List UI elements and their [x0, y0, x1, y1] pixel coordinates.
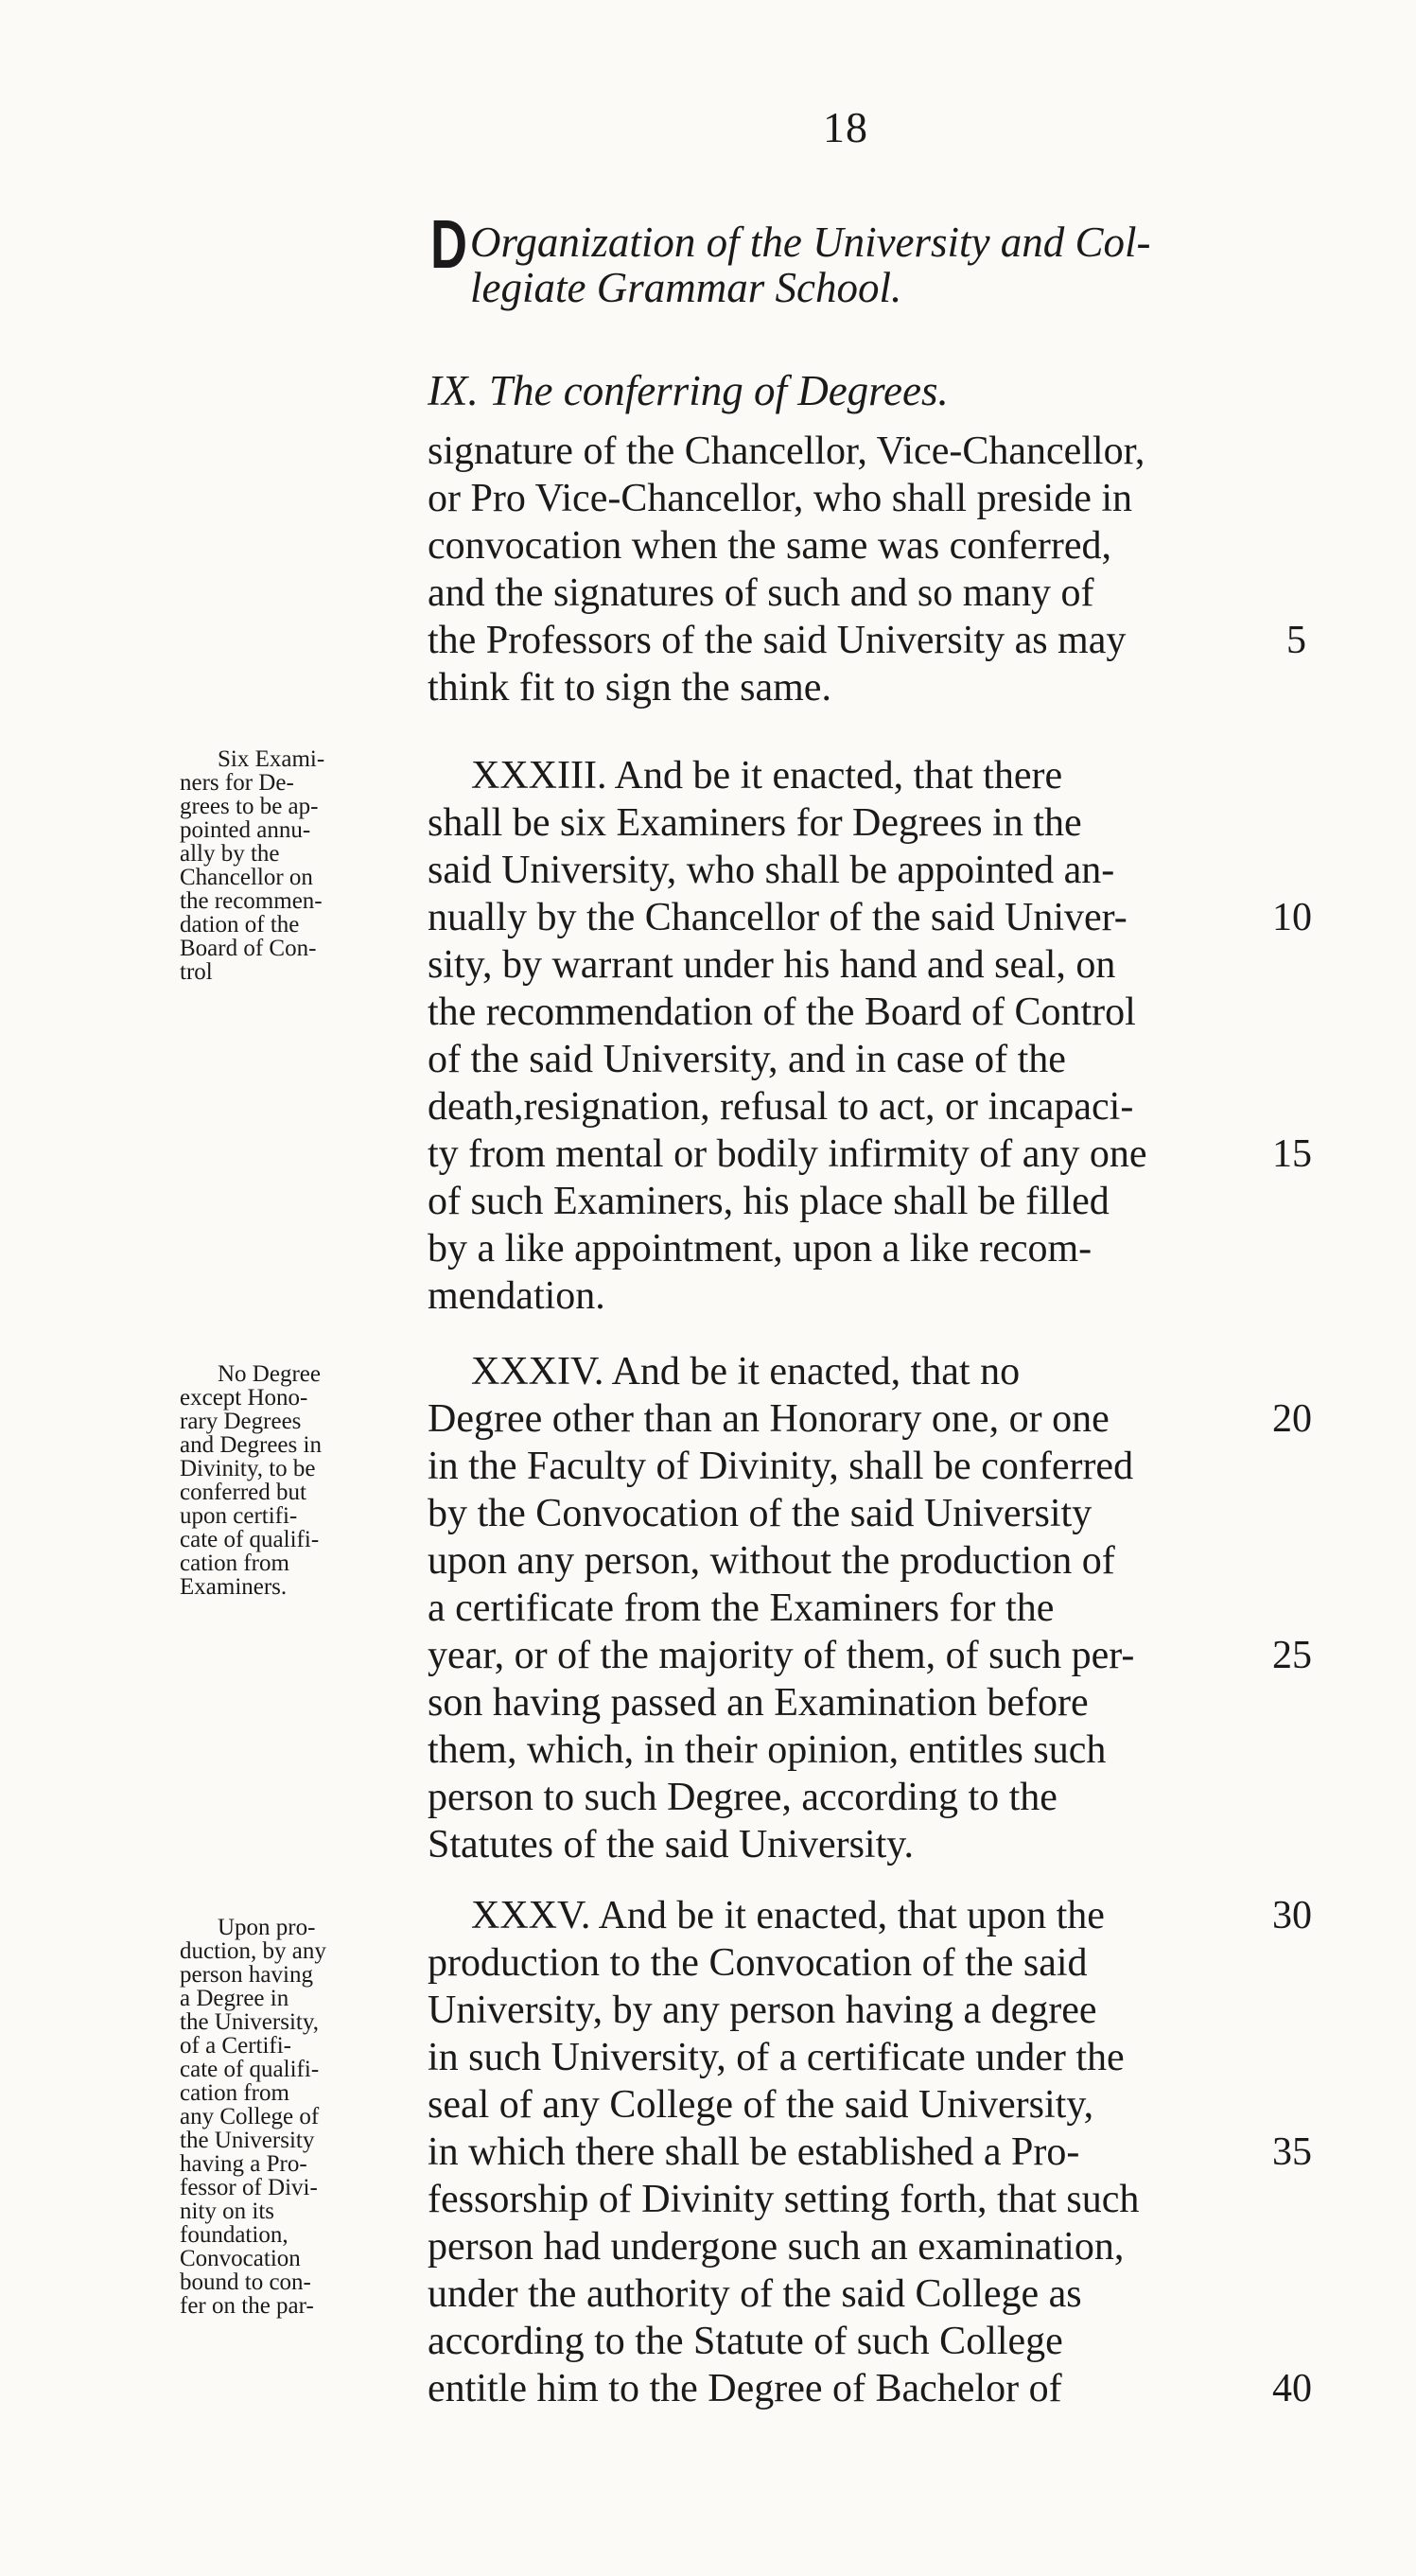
- margin-note-xxxiii: [180, 747, 393, 984]
- margin-note-line: the University: [180, 2128, 315, 2153]
- margin-note-line: the recommen-: [180, 888, 323, 914]
- text-line: said University, who shall be appointed an-: [428, 849, 1115, 892]
- text-line: by the Convocation of the said University: [428, 1492, 1093, 1535]
- margin-note-line: duction, by any: [180, 1938, 326, 1964]
- text-line: death,resignation, refusal to act, or incapaci-: [428, 1085, 1134, 1129]
- margin-note-line: Convocation: [180, 2246, 301, 2271]
- margin-note-xxxv: [180, 1916, 393, 2318]
- text-line: XXXIV. And be it enacted, that no: [471, 1350, 1021, 1393]
- line-number: 25: [1272, 1634, 1312, 1677]
- section-xxxiv-paragraph: [428, 1348, 1260, 1868]
- margin-note-line: cation from: [180, 2080, 289, 2106]
- text-line: son having passed an Examination before: [428, 1681, 1089, 1725]
- margin-note-line: pointed annu-: [180, 817, 311, 843]
- margin-note-line: cate of qualifi-: [180, 2057, 320, 2082]
- margin-note-line: nity on its: [180, 2199, 275, 2224]
- text-line: year, or of the majority of them, of such per-: [428, 1634, 1135, 1677]
- line-number: 20: [1272, 1397, 1312, 1441]
- text-line: according to the Statute of such College: [428, 2320, 1063, 2363]
- margin-note-line: except Hono-: [180, 1385, 308, 1411]
- text-line: the Professors of the said University as may: [428, 619, 1127, 662]
- text-line: Statutes of the said University.: [428, 1823, 915, 1866]
- page-number: 18: [823, 103, 868, 151]
- margin-note-line: any College of: [180, 2104, 320, 2129]
- margin-note-line: Six Exami-: [218, 746, 325, 772]
- text-line: of such Examiners, his place shall be filled: [428, 1180, 1110, 1223]
- line-number: 40: [1272, 2367, 1312, 2410]
- margin-note-line: cate of qualifi-: [180, 1527, 320, 1552]
- text-line: production to the Convocation of the said: [428, 1941, 1088, 1985]
- line-number: 10: [1272, 896, 1312, 939]
- section-xxxv-paragraph: [428, 1892, 1260, 2412]
- margin-note-line: Examiners.: [180, 1574, 288, 1600]
- text-line: University, by any person having a degree: [428, 1989, 1097, 2032]
- margin-note-line: Divinity, to be: [180, 1456, 316, 1481]
- text-line: nually by the Chancellor of the said Univer-: [428, 896, 1128, 939]
- line-number: 5: [1286, 619, 1306, 662]
- text-line: in which there shall be established a Pro-: [428, 2130, 1080, 2174]
- header-mark: D: [430, 207, 467, 283]
- margin-note-xxxiv: [180, 1362, 393, 1599]
- margin-note-line: fer on the par-: [180, 2293, 314, 2319]
- text-line: mendation.: [428, 1274, 605, 1318]
- margin-note-line: bound to con-: [180, 2269, 311, 2295]
- text-line: in the Faculty of Divinity, shall be conferred: [428, 1445, 1134, 1488]
- margin-note-line: dation of the: [180, 912, 300, 938]
- text-line: Degree other than an Honorary one, or one: [428, 1397, 1110, 1441]
- text-line: XXXV. And be it enacted, that upon the: [471, 1894, 1105, 1937]
- margin-note-line: the University,: [180, 2009, 319, 2035]
- text-line: sity, by warrant under his hand and seal, on: [428, 943, 1116, 987]
- section-xxxiii-paragraph: [428, 752, 1260, 1320]
- margin-note-line: of a Certifi-: [180, 2033, 292, 2059]
- text-line: shall be six Examiners for Degrees in the: [428, 801, 1082, 845]
- text-line: think fit to sign the same.: [428, 666, 831, 710]
- header-title: [470, 219, 1302, 310]
- line-number: 15: [1272, 1132, 1312, 1176]
- margin-note-line: foundation,: [180, 2222, 288, 2248]
- text-line: the recommendation of the Board of Control: [428, 990, 1136, 1034]
- text-line: and the signatures of such and so many of: [428, 571, 1094, 615]
- margin-note-line: and Degrees in: [180, 1432, 322, 1458]
- text-line: fessorship of Divinity setting forth, that such: [428, 2178, 1140, 2221]
- text-line: person had undergone such an examination,: [428, 2225, 1125, 2269]
- margin-note-line: Chancellor on: [180, 865, 313, 890]
- line-number: 30: [1272, 1894, 1312, 1937]
- margin-note-line: No Degree: [218, 1361, 321, 1387]
- margin-note-line: cation from: [180, 1551, 289, 1576]
- text-line: under the authority of the said College as: [428, 2272, 1082, 2316]
- text-line: person to such Degree, according to the: [428, 1776, 1058, 1819]
- margin-note-line: having a Pro-: [180, 2151, 307, 2177]
- text-line: by a like appointment, upon a like recom-: [428, 1227, 1093, 1270]
- text-line: or Pro Vice-Chancellor, who shall preside in: [428, 477, 1133, 520]
- text-line: seal of any College of the said University,: [428, 2083, 1094, 2127]
- margin-note-line: trol: [180, 959, 213, 985]
- margin-note-line: conferred but: [180, 1480, 306, 1505]
- margin-note-line: person having: [180, 1962, 313, 1988]
- continuation-paragraph: [428, 428, 1260, 711]
- margin-note-line: upon certifi-: [180, 1503, 298, 1529]
- margin-note-line: a Degree in: [180, 1986, 289, 2011]
- text-line: of the said University, and in case of the: [428, 1038, 1066, 1081]
- text-line: ty from mental or bodily infirmity of any one: [428, 1132, 1147, 1176]
- margin-note-line: ners for De-: [180, 770, 294, 796]
- margin-note-line: fessor of Divi-: [180, 2175, 318, 2200]
- text-line: convocation when the same was conferred,: [428, 524, 1112, 568]
- text-line: a certificate from the Examiners for the: [428, 1586, 1055, 1630]
- text-line: signature of the Chancellor, Vice-Chancellor,: [428, 429, 1145, 473]
- margin-note-line: rary Degrees: [180, 1409, 302, 1434]
- line-number: 35: [1272, 2130, 1312, 2174]
- text-line: entitle him to the Degree of Bachelor of: [428, 2367, 1062, 2410]
- margin-note-line: Upon pro-: [218, 1915, 316, 1940]
- margin-note-line: grees to be ap-: [180, 794, 319, 819]
- section-heading: IX. The conferring of Degrees.: [428, 367, 949, 414]
- text-line: in such University, of a certificate under the: [428, 2036, 1125, 2079]
- text-line: them, which, in their opinion, entitles such: [428, 1728, 1107, 1772]
- header-title-line-2: legiate Grammar School.: [470, 264, 902, 311]
- text-line: XXXIII. And be it enacted, that there: [471, 754, 1063, 797]
- margin-note-line: Board of Con-: [180, 936, 317, 961]
- text-line: upon any person, without the production of: [428, 1539, 1115, 1583]
- header-title-line-1: Organization of the University and Col-: [470, 219, 1151, 266]
- margin-note-line: ally by the: [180, 841, 280, 867]
